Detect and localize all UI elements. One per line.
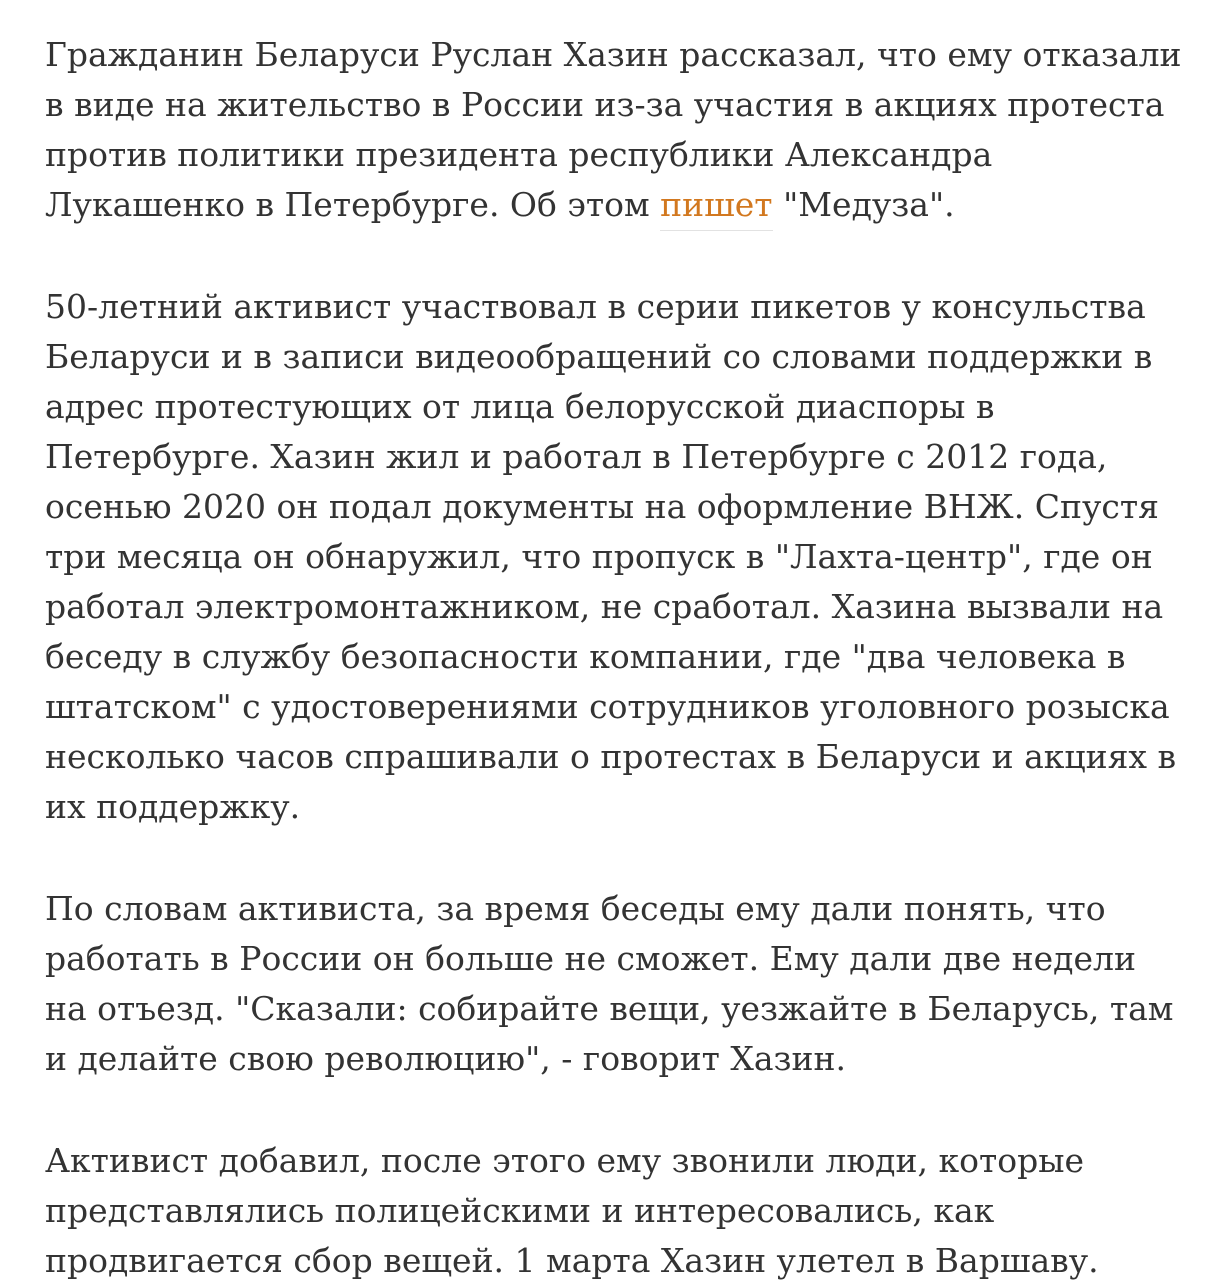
source-link[interactable]: пишет [660, 185, 772, 231]
paragraph-text: "Медуза". [772, 185, 955, 224]
article-paragraph [45, 30, 1185, 230]
article-paragraph: По словам активиста, за время беседы ему дали понять, что работать в России он больше не сможет. Ему дали две недели на отъезд. "Сказали: собирайте вещи, уезжайте в Беларусь, там и делайте свою революцию", - говорит Хазин. [45, 889, 1174, 1078]
article-paragraph: 50-летний активист участвовал в серии пикетов у консульства Беларуси и в записи видеообращений со словами поддержки в адрес протестующих от лица белорусской диаспоры в Петербурге. Хазин жил и работал в Петербурге с 2012 года, осенью 2020 он подал документы на оформление ВНЖ. Спустя три месяца он обнаружил, что пропуск в "Лахта-центр", где он работал электромонтажником, не сработал. Хазина вызвали на беседу в службу безопасности компании, где "два человека в штатском" с удостоверениями сотрудников уголовного розыска несколько часов спрашивали о протестах в Беларуси и акциях в их поддержку. [45, 287, 1177, 826]
article-body [45, 30, 1185, 1286]
paragraph-text: Гражданин Беларуси Руслан Хазин рассказал, что ему отказали в виде на жительство в России из-за участия в акциях протеста против политики президента республики Александра Лукашенко в Петербурге. Об этом [45, 35, 1182, 224]
article-paragraph: Активист добавил, после этого ему звонили люди, которые представлялись полицейскими и интересовались, как продвигается сбор вещей. 1 марта Хазин улетел в Варшаву. [45, 1141, 1099, 1280]
